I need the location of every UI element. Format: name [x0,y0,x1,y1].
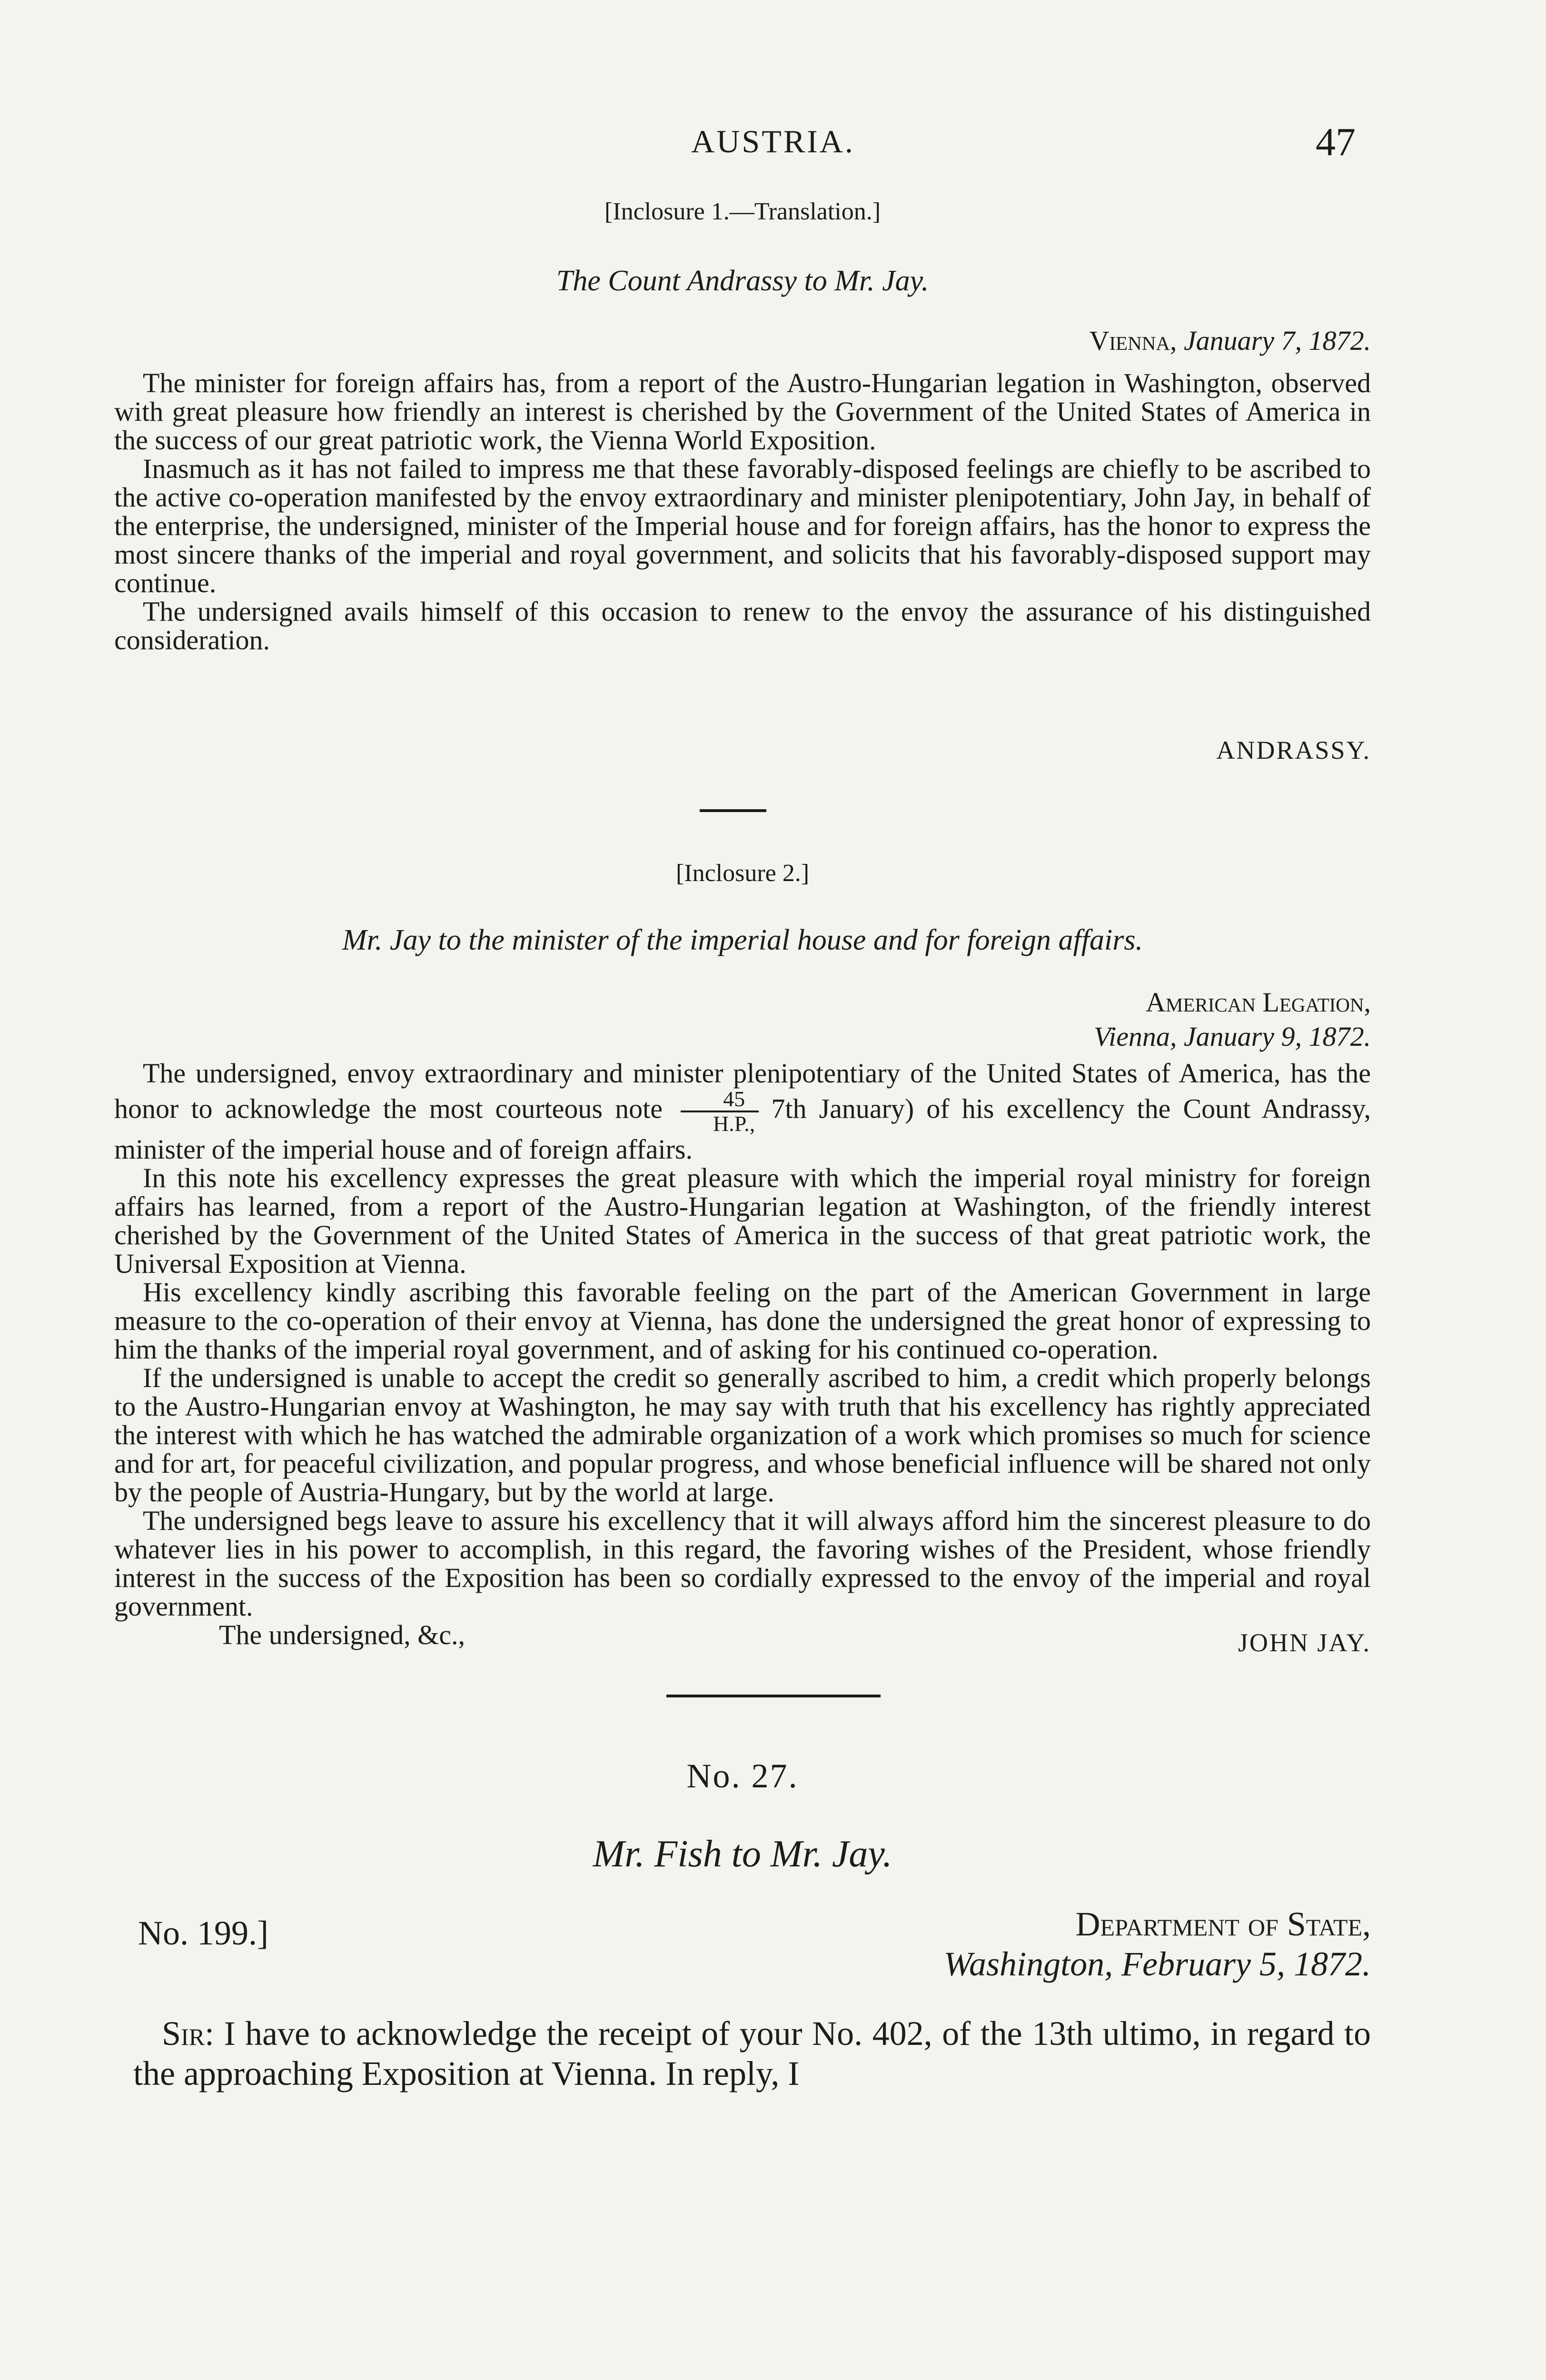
inclosure-1-body [114,369,1371,654]
page-number: 47 [1316,120,1356,164]
inclosure-1-dateline [114,324,1371,358]
closing: The undersigned, &c., [219,1619,466,1650]
running-head [0,119,1546,162]
paragraph: The undersigned avails himself of this occasion to renew to the envoy the assurance of his distinguished consideration. [114,596,1371,655]
note-denominator: H.P., [713,1111,755,1136]
inclosure-2-dateline [114,985,1371,1054]
paragraph: If the undersigned is unable to accept the credit so generally ascribed to him, a credit which properly belongs to the Austro-Hungarian envoy at Washington, he may say with truth that his excellency has rightly appreciated the interest with which he has watched the admirable organization of a work which promises so much for science and for art, for peaceful civilization, and popular progress, and whose beneficial influence will be shared not only by the people of Austria-Hungary, but by the world at large. [114,1362,1371,1507]
section-divider [700,809,766,812]
department-name: Department of State, [1075,1905,1371,1943]
inclosure-2-heading: Mr. Jay to the minister of the imperial house and for foreign affairs. [342,924,1143,956]
note-number: 45 [681,1088,759,1112]
dateline-legation: American Legation, [1145,987,1371,1018]
paragraph: The undersigned begs leave to assure his excellency that it will always afford him the sincerest pleasure to do whatever lies in his power to accomplish, in this regard, the favoring wishes of the President, whose friendly interest in the success of the Exposition has been so cordially expressed to the envoy of the imperial and royal government. [114,1505,1371,1622]
paragraph [114,1059,1371,1164]
paragraph: Inasmuch as it has not failed to impress me that these favorably-disposed feelings are chiefly to be ascribed to the active co-operation manifested by the envoy extraordinary and minister plenipotentiary, John Jay, in behalf of the enterprise, the undersigned, minister of the Imperial house and for foreign affairs, has the honor to express the most sincere thanks of the imperial and royal government, and solicits that his favorably-disposed support may continue. [114,453,1371,598]
running-title: AUSTRIA. [691,123,855,159]
section-divider [666,1695,881,1697]
paragraph-text: The undersigned, envoy extraordinary and minister plenipotentiary of the United States of America, has the honor to acknowledge the most courteous note [114,1058,1371,1124]
paragraph-text: I have to acknowledge the receipt of your No. 402, of the 13th ultimo, in regard to the approaching Exposition at Vienna. In reply, I [133,2014,1371,2092]
paragraph [133,2013,1371,2093]
paragraph: In this note his excellency expresses the great pleasure with which the imperial royal ministry for foreign affairs has learned, from a report of the Austro-Hungarian legation at Washington, of the friendly interest cherished by the Government of the United States of America in the success of that great patriotic work, the Universal Exposition at Vienna. [114,1162,1371,1279]
dateline-date: January 7, 1872. [1183,325,1371,356]
paragraph: His excellency kindly ascribing this favorable feeling on the part of the American Government in large measure to the co-operation of their envoy at Vienna, has done the undersigned the great honor of expressing to him the thanks of the imperial royal government, and of asking for his continued co-operation. [114,1277,1371,1365]
inclosure-2-label: [Inclosure 2.] [675,860,810,887]
document-number: No. 27. [686,1757,799,1795]
signature-andrassy: ANDRASSY. [1216,736,1371,764]
document-heading: Mr. Fish to Mr. Jay. [593,1833,892,1875]
note-reference [681,1088,759,1135]
salutation: Sir: [162,2014,215,2053]
signature-john-jay: JOHN JAY. [1238,1628,1371,1657]
dateline-place: Vienna, [1089,325,1177,356]
department-date: Washington, February 5, 1872. [943,1945,1371,1983]
no27-body [133,2013,1371,2093]
paragraph: The minister for foreign affairs has, from a report of the Austro-Hungarian legation in Washington, observed with great pleasure how friendly an interest is cherished by the Government of the United States of America in the success of our great patriotic work, the Vienna World Exposition. [114,367,1371,456]
paragraph-text: 7th January) of his excellency the Count Andrassy, minister of the imperial house and of foreign affairs. [114,1093,1371,1165]
inclosure-1-heading: The Count Andrassy to Mr. Jay. [556,265,929,297]
inclosure-1-label: [Inclosure 1.—Translation.] [604,198,881,225]
dispatch-reference: No. 199.] [138,1914,268,1952]
dateline-date: Vienna, January 9, 1872. [1093,1021,1371,1052]
inclosure-2-body [114,1059,1371,1649]
dispatch-dateline [114,1904,1371,1984]
